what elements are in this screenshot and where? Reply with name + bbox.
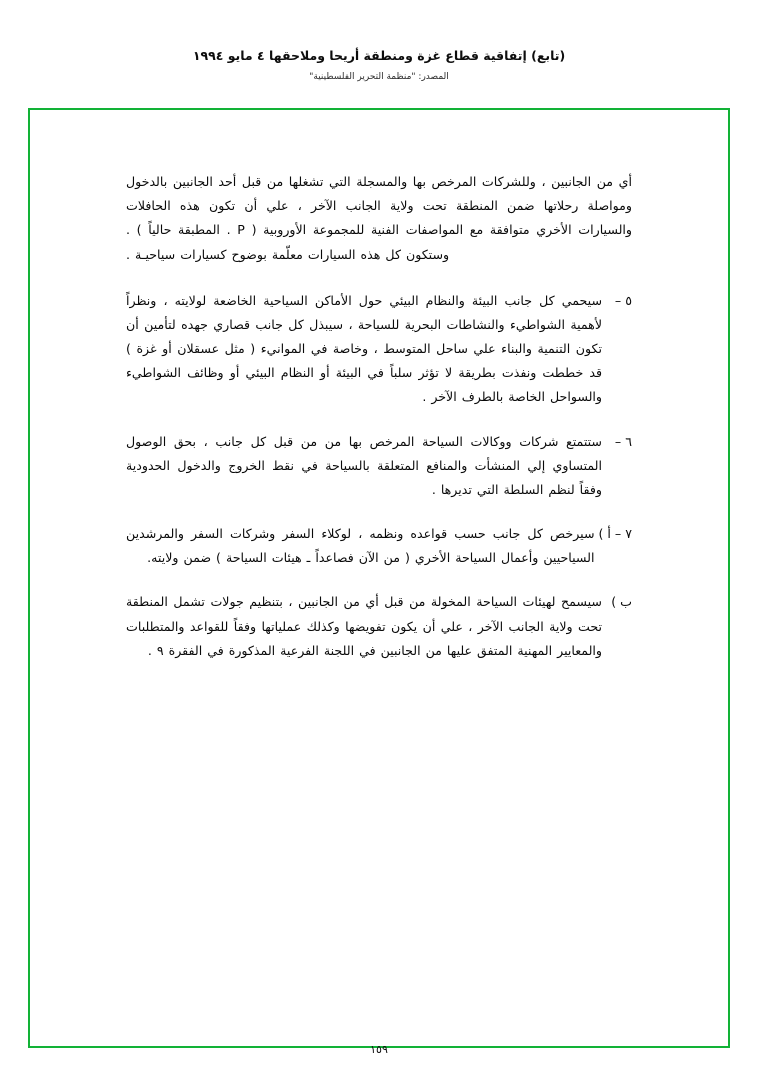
clause-marker: ٥ – bbox=[614, 292, 632, 308]
header-source: المصدر: "منظمة التحرير الفلسطينية" bbox=[309, 72, 449, 82]
paragraph-text: أي من الجانبين ، وللشركات المرخص بها والمسجلة التي تشغلها من قبل أحد الجانبين بالدخول ومواصلة رحلاتها ضمن المنطقة تحت ولاية الجانب الآخر ، علي أن تكون هذه الحافلات والسيارات الأخري متوافقة مع المواصفات الفنية للمجموعة الأوروبية ( P . المطبقة حالياً ) . وستكون كل هذه السيارات معلّمة بوضوح كسيارات سياحيـة . bbox=[126, 174, 632, 262]
page-number: ١٥٩ bbox=[370, 1043, 388, 1056]
paragraph-text: سيرخص كل جانب حسب قواعده ونظمه ، لوكلاء السفر وشركات السفر والمرشدين السياحيين وأعمال السياحة الأخري ( من الآن فصاعداً ـ هيئات السياحة ) ضمن ولايته. bbox=[126, 526, 595, 566]
clause-marker: ٧ – أ ) bbox=[598, 526, 632, 542]
paragraph-clause-6 bbox=[126, 430, 632, 503]
paragraph-clause-7b bbox=[126, 590, 632, 663]
document-body bbox=[126, 170, 632, 667]
clause-marker: ب ) bbox=[611, 594, 632, 610]
clause-marker: ٦ – bbox=[614, 433, 632, 449]
page-header bbox=[0, 0, 758, 82]
header-title: (تابع) إتفاقية قطاع غزة ومنطقة أريحا وملاحقها ٤ مايو ١٩٩٤ bbox=[192, 48, 566, 63]
green-border-frame bbox=[28, 108, 730, 1048]
paragraph-text: سيحمي كل جانب البيئة والنظام البيئي حول الأماكن السياحية الخاضعة لولايته ، ونظراً لأهمية الشواطيء والنشاطات البحرية للسياحة ، سيبذل كل جانب قصاري جهده لتأمين أن تكون التنمية والبناء علي ساحل المتوسط ، وخاصة في الموانيء ( مثل عسقلان أو غزة ) قد خططت ونفذت بطريقة لا تؤثر سلباً في البيئة أو النظام البيئي أو وظائف الشواطيء والسواحل الخاصة بالطرف الآخر . bbox=[126, 292, 602, 405]
paragraph-continuation bbox=[126, 170, 632, 267]
page-footer bbox=[0, 1043, 758, 1056]
paragraph-clause-7a bbox=[126, 522, 632, 570]
paragraph-text: ستتمتع شركات ووكالات السياحة المرخص بها من من قبل كل جانب ، بحق الوصول المتساوي إلي المنشأت والمنافع المتعلقة بالسياحة في نقط الخروج والدخول الحدودية وفقاً لنظم السلطة التي تديرها . bbox=[126, 433, 602, 497]
paragraph-clause-5 bbox=[126, 289, 632, 410]
paragraph-text: سيسمح لهيئات السياحة المخولة من قبل أي من الجانبين ، بتنظيم جولات تشمل المنطقة تحت ولاية الجانب الآخر ، علي أن يكون تفويضها وكذلك عملياتها وفقاً للقواعد والمتطلبات والمعايير المهنية المتفق عليها من الجانبين في اللجنة الفرعية المذكورة في الفقرة ٩ . bbox=[126, 594, 602, 658]
